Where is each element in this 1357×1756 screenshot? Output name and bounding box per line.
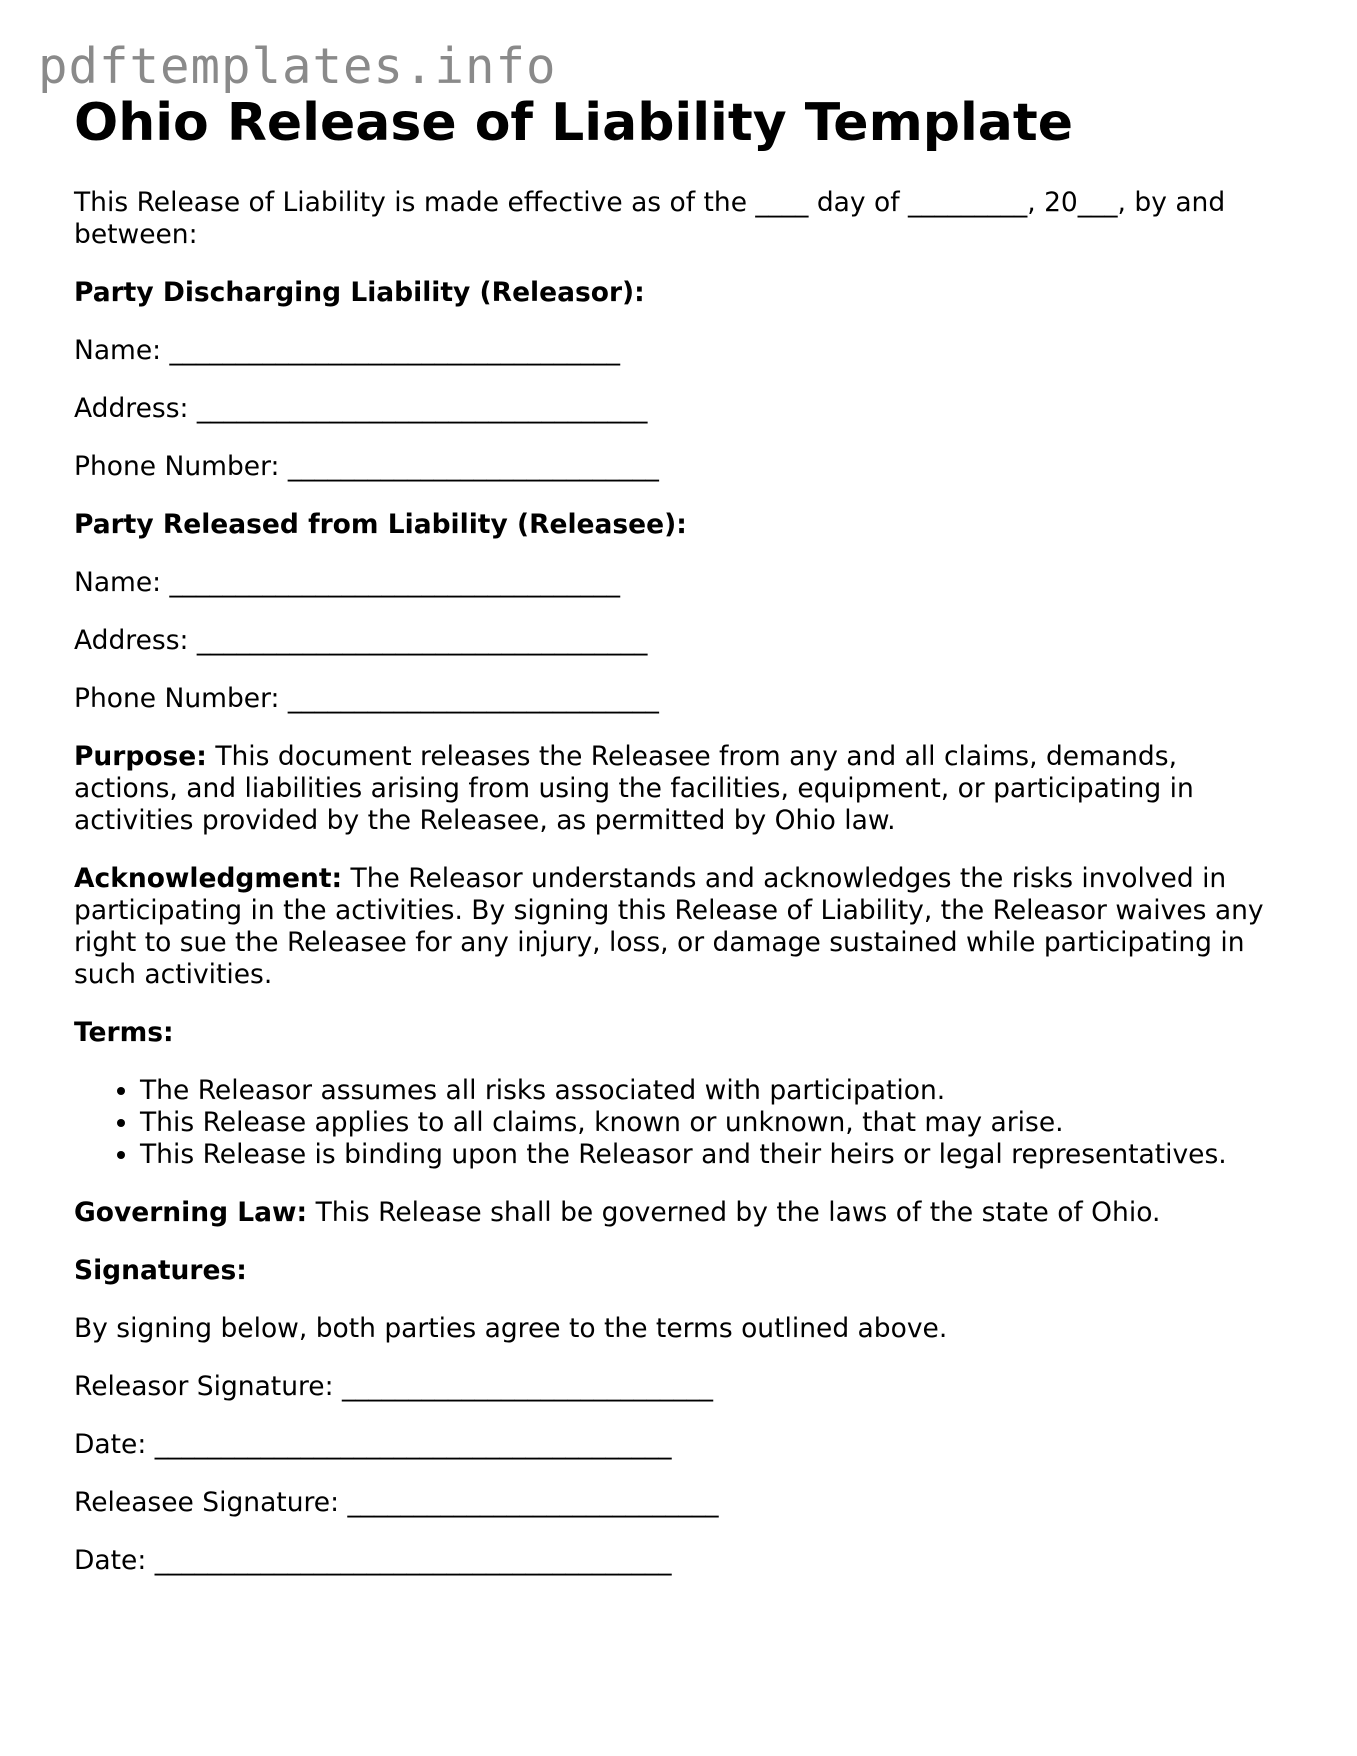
releasee-heading: Party Released from Liability (Releasee): [74,509,687,541]
terms-heading: Terms: [74,1017,174,1049]
releasor-date-field[interactable]: Date: _______________________________________ [74,1429,672,1461]
purpose-text: This document releases the Releasee from any and all claims, demands, actions, and liabilities arising from using the facilities, equipment, or participating in activities provided by the Releasee, as permitted by Ohio law. [74,741,1194,837]
governing-law-text: This Release shall be governed by the laws of the state of Ohio. [307,1197,1161,1229]
document-page [74,95,1274,1577]
purpose-paragraph [74,741,1274,837]
signatures-heading: Signatures: [74,1255,247,1287]
page-title: Ohio Release of Liability Template [74,93,1074,153]
releasor-address-field[interactable]: Address: __________________________________ [74,393,648,425]
releasee-signature-field[interactable]: Releasee Signature: ____________________________ [74,1487,719,1519]
releasee-date-field[interactable]: Date: _______________________________________ [74,1545,672,1577]
releasor-heading: Party Discharging Liability (Releasor): [74,277,645,309]
governing-law-label: Governing Law: [74,1197,308,1229]
releasor-signature-field[interactable]: Releasor Signature: ____________________________ [74,1371,713,1403]
intro-paragraph: This Release of Liability is made effective as of the ____ day of _________, 20___, by and between: [74,187,1226,251]
terms-item: • This Release is binding upon the Releasor and their heirs or legal representatives. [140,1139,1274,1171]
acknowledgment-text: The Releasor understands and acknowledges the risks involved in participating in the activities. By signing this Release of Liability, the Releasor waives any right to sue the Releasee for any injury, loss, or damage sustained while participating in such activities. [74,863,1264,991]
purpose-label: Purpose: [74,741,207,773]
releasor-name-field[interactable]: Name: __________________________________ [74,335,621,367]
watermark: pdftemplates.info [38,38,557,95]
acknowledgment-label: Acknowledgment: [74,863,343,895]
terms-list [74,1075,1274,1171]
releasor-phone-field[interactable]: Phone Number: ____________________________ [74,451,659,483]
terms-item: • This Release applies to all claims, known or unknown, that may arise. [140,1107,1274,1139]
terms-item: • The Releasor assumes all risks associated with participation. [140,1075,1274,1107]
governing-law-paragraph [74,1197,1274,1229]
signatures-intro: By signing below, both parties agree to the terms outlined above. [74,1313,948,1345]
acknowledgment-paragraph [74,863,1274,991]
releasee-name-field[interactable]: Name: __________________________________ [74,567,621,599]
releasee-phone-field[interactable]: Phone Number: ____________________________ [74,683,659,715]
releasee-address-field[interactable]: Address: __________________________________ [74,625,648,657]
